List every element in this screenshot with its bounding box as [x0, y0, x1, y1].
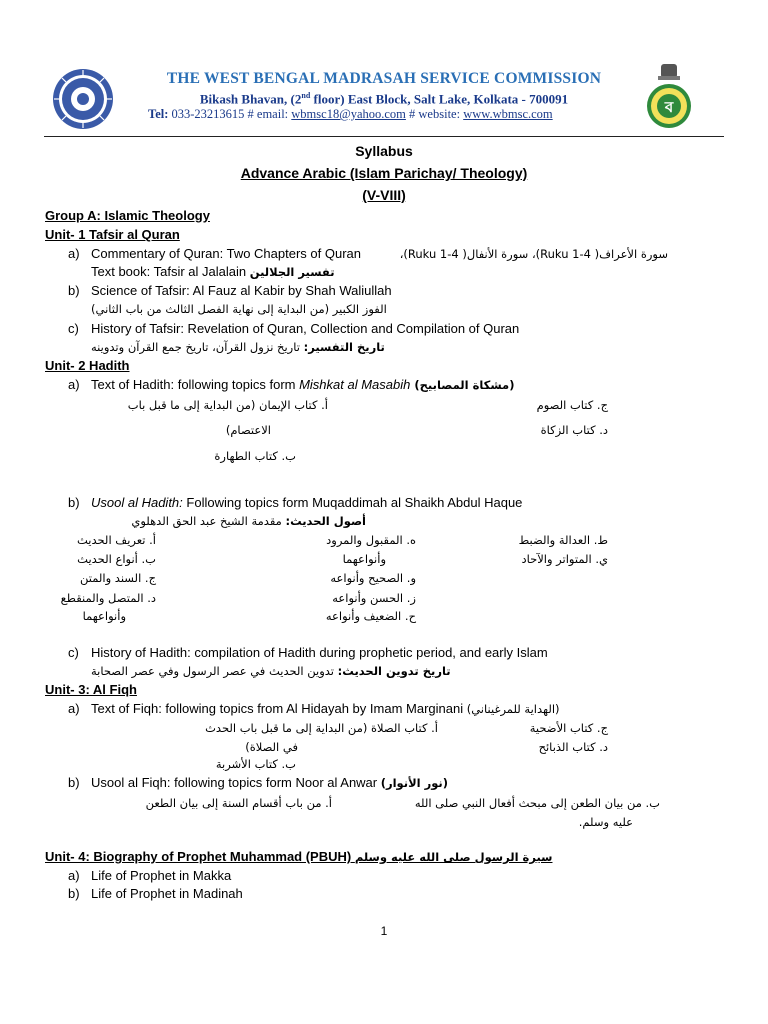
unit-2-heading: Unit- 2 Hadith	[45, 358, 130, 373]
fiqh-item: د. كتاب الذبائح	[538, 740, 608, 754]
list-marker: b)	[68, 886, 80, 901]
usool-fiqh-item: أ. من باب أقسام السنة إلى بيان الطعن	[145, 796, 332, 810]
usool-item: وأنواعهما	[342, 552, 386, 566]
hadith-item: د. كتاب الزكاة	[540, 423, 608, 437]
list-marker: a)	[68, 868, 80, 883]
letterhead	[0, 62, 768, 142]
group-heading: Group A: Islamic Theology	[45, 208, 210, 223]
usool-item: ه. المقبول والمرود	[326, 533, 416, 547]
usool-item: و. الصحيح وأنواعه	[330, 571, 416, 585]
usool-item: وأنواعهما	[82, 609, 126, 623]
unit-1-a-text: Commentary of Quran: Two Chapters of Quran	[91, 246, 361, 261]
unit-1-c-text: History of Tafsir: Revelation of Quran, Collection and Compilation of Quran	[91, 321, 520, 336]
unit-2-c-text: History of Hadith: compilation of Hadith during prophetic period, and early Islam	[91, 645, 548, 660]
list-marker: c)	[68, 645, 79, 660]
usool-item: ز. الحسن وأنواعه	[332, 591, 416, 605]
unit-2-c-arabic: تاريخ تدوين الحديث: تدوين الحديث في عصر الرسول وفي عصر الصحابة	[91, 664, 451, 678]
usool-item: أ. تعريف الحديث	[76, 533, 156, 547]
hadith-item: الاعتصام)	[225, 423, 271, 437]
svg-text:ব: ব	[664, 98, 674, 116]
syllabus-title: Syllabus	[355, 143, 413, 159]
list-marker: b)	[68, 283, 80, 298]
unit-2-b-text: Usool al Hadith: Following topics form Muqaddimah al Shaikh Abdul Haque	[91, 495, 523, 510]
unit-1-heading: Unit- 1 Tafsir al Quran	[45, 227, 180, 242]
unit-1-a-textbook: Text book: Tafsir al Jalalain تفسير الجلالين	[91, 264, 335, 279]
commission-address: Bikash Bhavan, (2nd floor) East Block, Salt Lake, Kolkata - 700091	[199, 91, 569, 107]
unit-4-a-text: Life of Prophet in Makka	[91, 868, 232, 883]
unit-1-b-text: Science of Tafsir: Al Fauz al Kabir by Shah Waliullah	[91, 283, 392, 298]
unit-4-heading: Unit- 4: Biography of Prophet Muhammad (PBUH) سيرة الرسول صلى الله عليه وسلم	[45, 849, 553, 864]
usool-item: د. المتصل والمنقطع	[60, 591, 156, 605]
usool-item: ط. العدالة والضبط	[518, 533, 608, 547]
class-range: (V-VIII)	[362, 187, 406, 203]
list-marker: b)	[68, 775, 80, 790]
list-marker: c)	[68, 321, 79, 336]
fiqh-item: ب. كتاب الأشربة	[215, 757, 296, 771]
unit-2-a-text: Text of Hadith: following topics form Mishkat al Masabih (مشكاة المصابيح)	[91, 377, 515, 392]
state-emblem-icon	[645, 64, 693, 132]
usool-item: ج. السند والمتن	[80, 571, 156, 585]
unit-1-a-arabic: سورة الأعراف( Ruku 1-4)، سورة الأنفال( Ruku 1-4)،	[399, 247, 668, 261]
fiqh-item: ج. كتاب الأضحية	[529, 721, 608, 735]
list-marker: a)	[68, 377, 80, 392]
page-number: 1	[380, 924, 388, 938]
email-link[interactable]: wbmsc18@yahoo.com	[291, 107, 406, 121]
hadith-item: ج. كتاب الصوم	[536, 398, 608, 412]
unit-4-b-text: Life of Prophet in Madinah	[91, 886, 243, 901]
usool-item: ب. أنواع الحديث	[77, 552, 156, 566]
unit-3-heading: Unit- 3: Al Fiqh	[45, 682, 137, 697]
usool-fiqh-item: ب. من بيان الطعن إلى مبحث أفعال النبي صلى الله	[414, 796, 660, 810]
fiqh-item: في الصلاة)	[245, 740, 298, 754]
subject-title: Advance Arabic (Islam Parichay/ Theology)	[240, 165, 528, 181]
commission-contact: Tel: 033-23213615 # email: wbmsc18@yahoo.com # website: www.wbmsc.com	[148, 107, 553, 121]
header-divider	[44, 136, 724, 137]
list-marker: a)	[68, 701, 80, 716]
hadith-item: أ. كتاب الإيمان (من البداية إلى ما قبل باب	[127, 398, 328, 412]
unit-1-c-arabic: تاريخ التفسير: تاريخ نزول القرآن، تاريخ جمع القرآن وتدوينه	[91, 340, 385, 354]
unit-1-b-arabic: الفوز الكبير (من البداية إلى نهاية الفصل الثالث من باب الثاني)	[91, 302, 387, 316]
unit-2-b-arabic: أصول الحديث: مقدمة الشيخ عبد الحق الدهلوي	[131, 514, 366, 528]
website-link[interactable]: www.wbmsc.com	[463, 107, 553, 121]
list-marker: a)	[68, 246, 80, 261]
unit-3-b-text: Usool al Fiqh: following topics form Noor al Anwar (نور الأنوار)	[91, 775, 449, 790]
usool-item: ي. المتواتر والآحاد	[521, 552, 608, 566]
commission-name: THE WEST BENGAL MADRASAH SERVICE COMMISSION	[166, 70, 602, 87]
hadith-item: ب. كتاب الطهارة	[214, 449, 296, 463]
fiqh-item: أ. كتاب الصلاة (من البداية إلى ما قبل باب الحدث	[205, 721, 438, 735]
usool-item: ح. الضعيف وأنواعه	[325, 609, 416, 623]
usool-fiqh-item: عليه وسلم.	[578, 815, 633, 829]
list-marker: b)	[68, 495, 80, 510]
unit-3-a-text: Text of Fiqh: following topics from Al Hidayah by Imam Marginani (الهداية للمرغيناني)	[91, 701, 560, 716]
